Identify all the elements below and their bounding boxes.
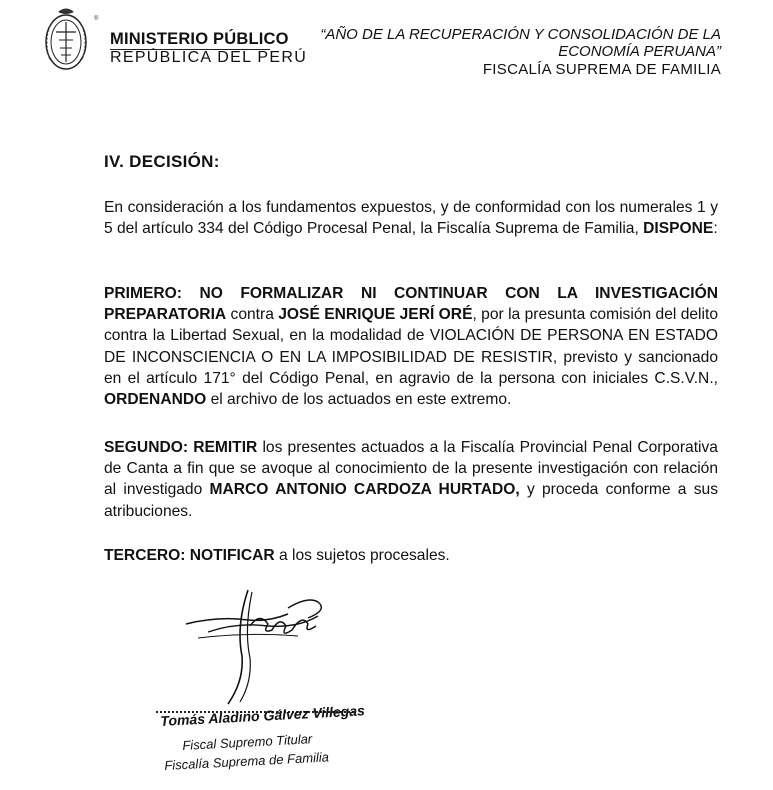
year-motto-line-1: “AÑO DE LA RECUPERACIÓN Y CONSOLIDACIÓN DE LA bbox=[320, 26, 721, 43]
intro-text: En consideración a los fundamentos expuestos, y de conformidad con los numerales 1 y 5 del artículo 334 del Código Procesal Penal, la Fiscalía Suprema de Familia, bbox=[104, 199, 718, 238]
segundo-paragraph bbox=[104, 437, 718, 522]
tercero-paragraph bbox=[104, 545, 718, 566]
coat-of-arms-icon bbox=[38, 4, 100, 74]
intro-paragraph bbox=[104, 197, 718, 239]
primero-text-3: el archivo de los actuados en este extremo. bbox=[206, 391, 512, 409]
segundo-text-2: y proceda conforme a sus atribuciones. bbox=[104, 481, 718, 520]
section-title: IV. DECISIÓN: bbox=[104, 152, 220, 171]
segundo-label: SEGUNDO: REMITIR bbox=[104, 439, 258, 456]
primero-person: JOSÉ ENRIQUE JERÍ ORÉ bbox=[278, 306, 473, 324]
institution-name: MINISTERIO PÚBLICO bbox=[110, 30, 289, 48]
svg-text:®: ® bbox=[94, 16, 99, 22]
primero-text-1: contra bbox=[226, 306, 279, 324]
office-name: FISCALÍA SUPREMA DE FAMILIA bbox=[482, 61, 721, 78]
signatory-title: Fiscal Supremo Titular bbox=[182, 731, 313, 753]
segundo-person: MARCO ANTONIO CARDOZA HURTADO, bbox=[209, 481, 520, 499]
segundo-text-1: los presentes actuados a la Fiscalía Provincial Penal Corporativa de Canta a fin que se avoque al conocimiento de la presente investigación con relación al investigado bbox=[104, 439, 718, 499]
tercero-text: a los sujetos procesales. bbox=[274, 547, 450, 564]
ordenando-keyword: ORDENANDO bbox=[104, 391, 207, 409]
institution-country: REPÚBLICA DEL PERÚ bbox=[110, 49, 308, 66]
primero-label: PRIMERO: NO FORMALIZAR NI CONTINUAR CON LA INVESTIGACIÓN PREPARATORIA bbox=[104, 285, 718, 324]
handwritten-signature bbox=[178, 586, 348, 706]
dispone-keyword: DISPONE bbox=[643, 220, 714, 238]
primero-paragraph bbox=[104, 283, 718, 410]
primero-text-2: , por la presunta comisión del delito contra la Libertad Sexual, en la modalidad de VIOLACIÓN DE PERSONA EN ESTADO DE INCONSCIENCIA O EN LA IMPOSIBILIDAD DE RESISTIR, previsto y sancionado en el artículo 171° del Código Penal, en agravio de la persona con iniciales C.S.V.N., bbox=[104, 306, 718, 387]
tercero-label: TERCERO: NOTIFICAR bbox=[104, 547, 275, 564]
signatory-name: Tomás Aladino Gálvez Villegas bbox=[160, 702, 366, 729]
year-motto-line-2: ECONOMÍA PERUANA” bbox=[558, 43, 721, 60]
intro-end: : bbox=[713, 220, 718, 238]
signatory-office: Fiscalía Suprema de Familia bbox=[164, 749, 330, 773]
